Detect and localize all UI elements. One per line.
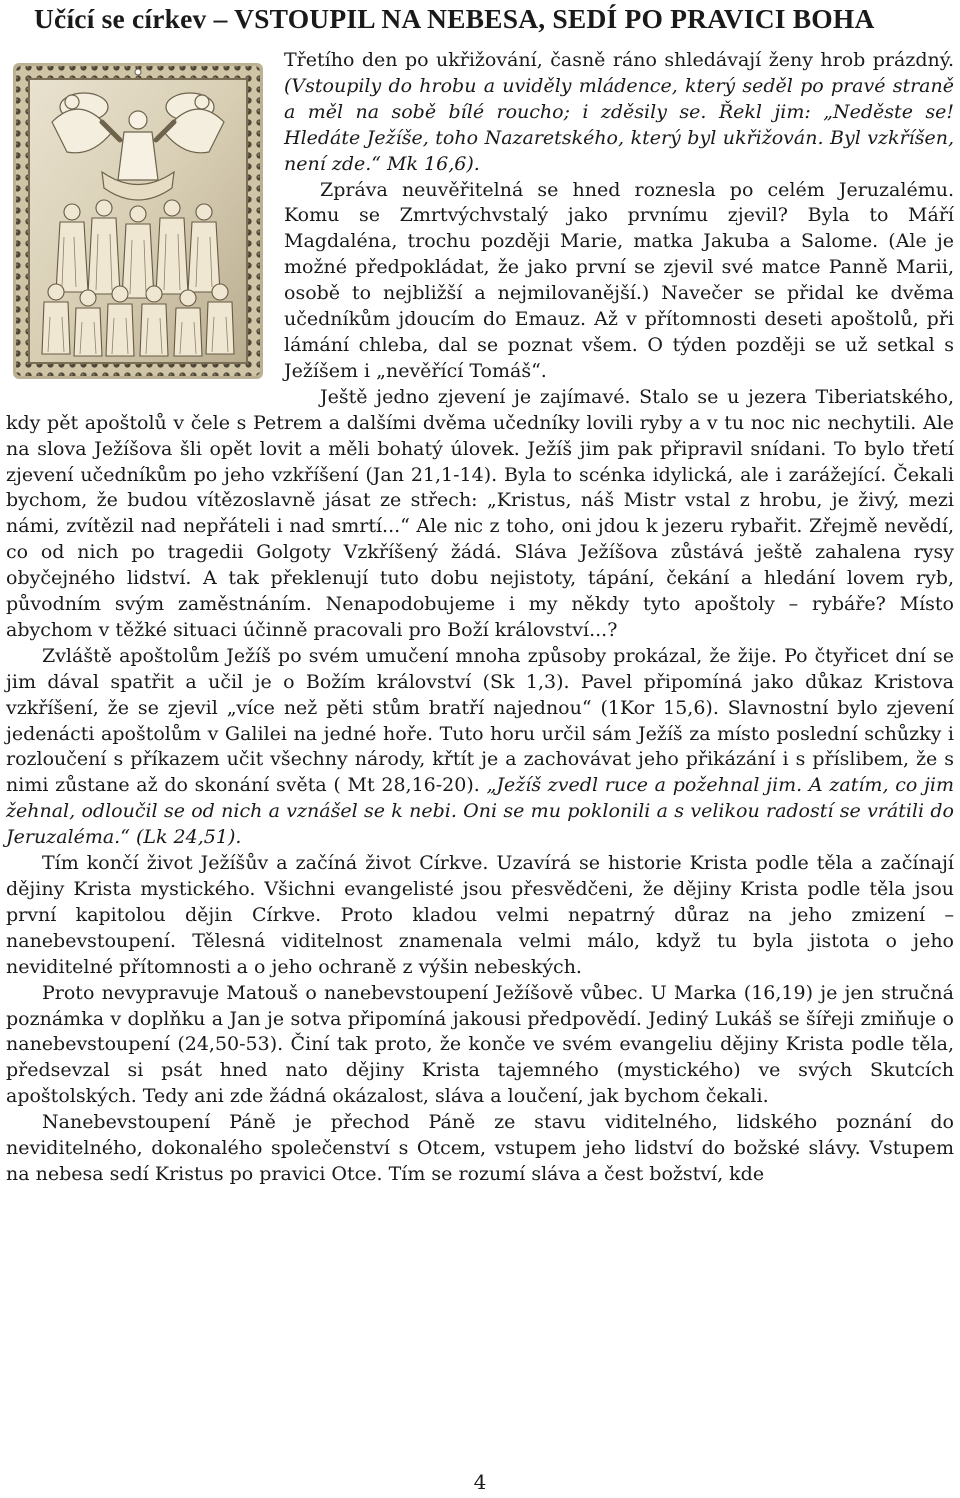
paragraph-1: Třetího den po ukřižování, časně ráno shledávají ženy hrob prázdný. (Vstoupily do hrobu a uviděly mládence, který seděl po pravé straně a měl na sobě bílé roucho; i zděsily se. Řekl jim: „Neděste se! Hledáte Ježíše, toho Nazaretského, který byl ukřižován. Byl vzkříšen, není zde.“ Mk 16,6).: [284, 49, 954, 175]
paragraph-6: Proto nevypravuje Matouš o nanebevstoupení Ježíšově vůbec. U Marka (16,19) je jen stručná poznámka v doplňku a Jan je sotva připomíná jakousi předpovědí. Jediný Lukáš se šířeji zmiňuje o nanebevstoupení (24,50-53). Činí tak proto, že konče ve svém evangeliu dějiny Krista podle těla, předsevzal si psát hned nato dějiny Krista tajemného (mystického) ve svých Skutcích apoštolských. Tedy ani zde žádná okázalost, sláva a loučení, jak bychom čekali.: [6, 981, 954, 1108]
page-number: 4: [473, 1470, 487, 1494]
quote-luke-24: „Ježíš zvedl ruce a požehnal jim. A zatím, co jim žehnal, odloučil se od nich a vznášel se k nebi. Oni se mu poklonili a s velikou radostí se vrátili do Jeruzaléma.“ (Lk 24,51).: [6, 774, 954, 849]
ascension-relief-svg: [12, 62, 264, 380]
paragraph-2: Zpráva neuvěřitelná se hned roznesla po celém Jeruzalému. Komu se Zmrtvýchvstalý jako prvnímu zjevil? Byla to Máří Magdaléna, trochu později Marie, matka Jakuba a Salome. (Ale je možné předpokládat, že jako první se zjevil své matce Panně Marii, osobě to nejbližší a nejmilovanější.) Navečer se přidal ke dvěma učedníkům jdoucím do Emauz. Až v přítomnosti deseti apoštolů, při lámání chleba, dal se poznat všem. O týden později se už setkal s Ježíšem i „nevěřící Tomáš“.: [284, 178, 954, 382]
quote-mark-16: (Vstoupily do hrobu a uviděly mládence, který seděl po pravé straně a měl na sobě bílé roucho; i zděsily se. Řekl jim: „Neděste se! Hledáte Ježíše, toho Nazaretského, který byl ukřižován. Byl vzkříšen, není zde.“ Mk 16,6).: [284, 74, 954, 175]
page-title: Učící se církev – VSTOUPIL NA NEBESA, SEDÍ PO PRAVICI BOHA: [34, 3, 875, 34]
article-body: [6, 48, 954, 1188]
ivory-relief-ascension-image: [12, 62, 264, 380]
paragraph-5: Tím končí život Ježíšův a začíná život Církve. Uzavírá se historie Krista podle těla a začínají dějiny Krista mystického. Všichni evangelisté jsou přesvědčeni, že dějiny Krista podle těla jsou první kapitolou dějin Církve. Proto kladou velmi nepatrný důraz na jeho zmizení – nanebevstoupení. Tělesná viditelnost znamenala velmi málo, když tu byla jistota o jeho neviditelné přítomnosti a o jeho ochraně z výšin nebeských.: [6, 852, 954, 978]
paragraph-3: Ještě jedno zjevení je zajímavé. Stalo se u jezera Tiberiatského, kdy pět apoštolů v čele s Petrem a dalšími dvěma učedníky lovili ryby a v tu noc nic nechytili. Ale na slova Ježíšova šli opět lovit a měli bohatý úlovek. Ježíš jim pak připravil snídani. To bylo třetí zjevení učedníkům po jeho vzkříšení (Jan 21,1-14). Byla to scénka idylická, ale i zarážející. Čekali bychom, že budou vítězoslavně jásat ze střech: „Kristus, náš Mistr vstal z hrobu, je živý, mezi námi, zvítězil nad nepřáteli i nad smrtí...“ Ale nic z toho, oni jdou k jezeru rybařit. Zřejmě nevědí, co od nich po tragedii Golgoty Vzkříšený žádá. Sláva Ježíšova zůstává ještě zahalena rysy obyčejného lidství. A tak překlenují tuto dobu nejistoty, tápání, čekání a hledání lovem ryb, původním svým zaměstnáním. Nenapodobujeme i my někdy tyto apoštoly – rybáře? Místo abychom v těžké situaci účinně pracovali pro Boží království...?: [6, 385, 954, 641]
paragraph-7: Nanebevstoupení Páně je přechod Páně ze stavu viditelného, lidského poznání do neviditelného, dokonalého společenství s Otcem, vstupem jeho lidství do božské slávy. Vstupem na nebesa sedí Kristus po pravici Otce. Tím se rozumí sláva a čest božství, kde: [6, 1111, 954, 1185]
paragraph-4: Zvláště apoštolům Ježíš po svém umučení mnoha způsoby prokázal, že žije. Po čtyřicet dní se jim dával spatřit a učil je o Božím království (Sk 1,3). Pavel připomíná jako důkaz Kristova vzkříšení, že se zjevil „více než pěti stům bratří najednou“ (1Kor 15,6). Slavnostní bylo zjevení jedenácti apoštolům v Galilei na jedné hoře. Tuto horu určil sám Ježíš za místo poslední schůzky i rozloučení s příkazem učit všechny národy, křtít je a zachovávat jeho přikázání i s příslibem, že s nimi zůstane až do skonání světa ( Mt 28,16-20). „Ježíš zvedl ruce a požehnal jim. A zatím, co jim žehnal, odloučil se od nich a vznášel se k nebi. Oni se mu poklonili a s velikou radostí se vrátili do Jeruzaléma.“ (Lk 24,51).: [6, 644, 954, 849]
